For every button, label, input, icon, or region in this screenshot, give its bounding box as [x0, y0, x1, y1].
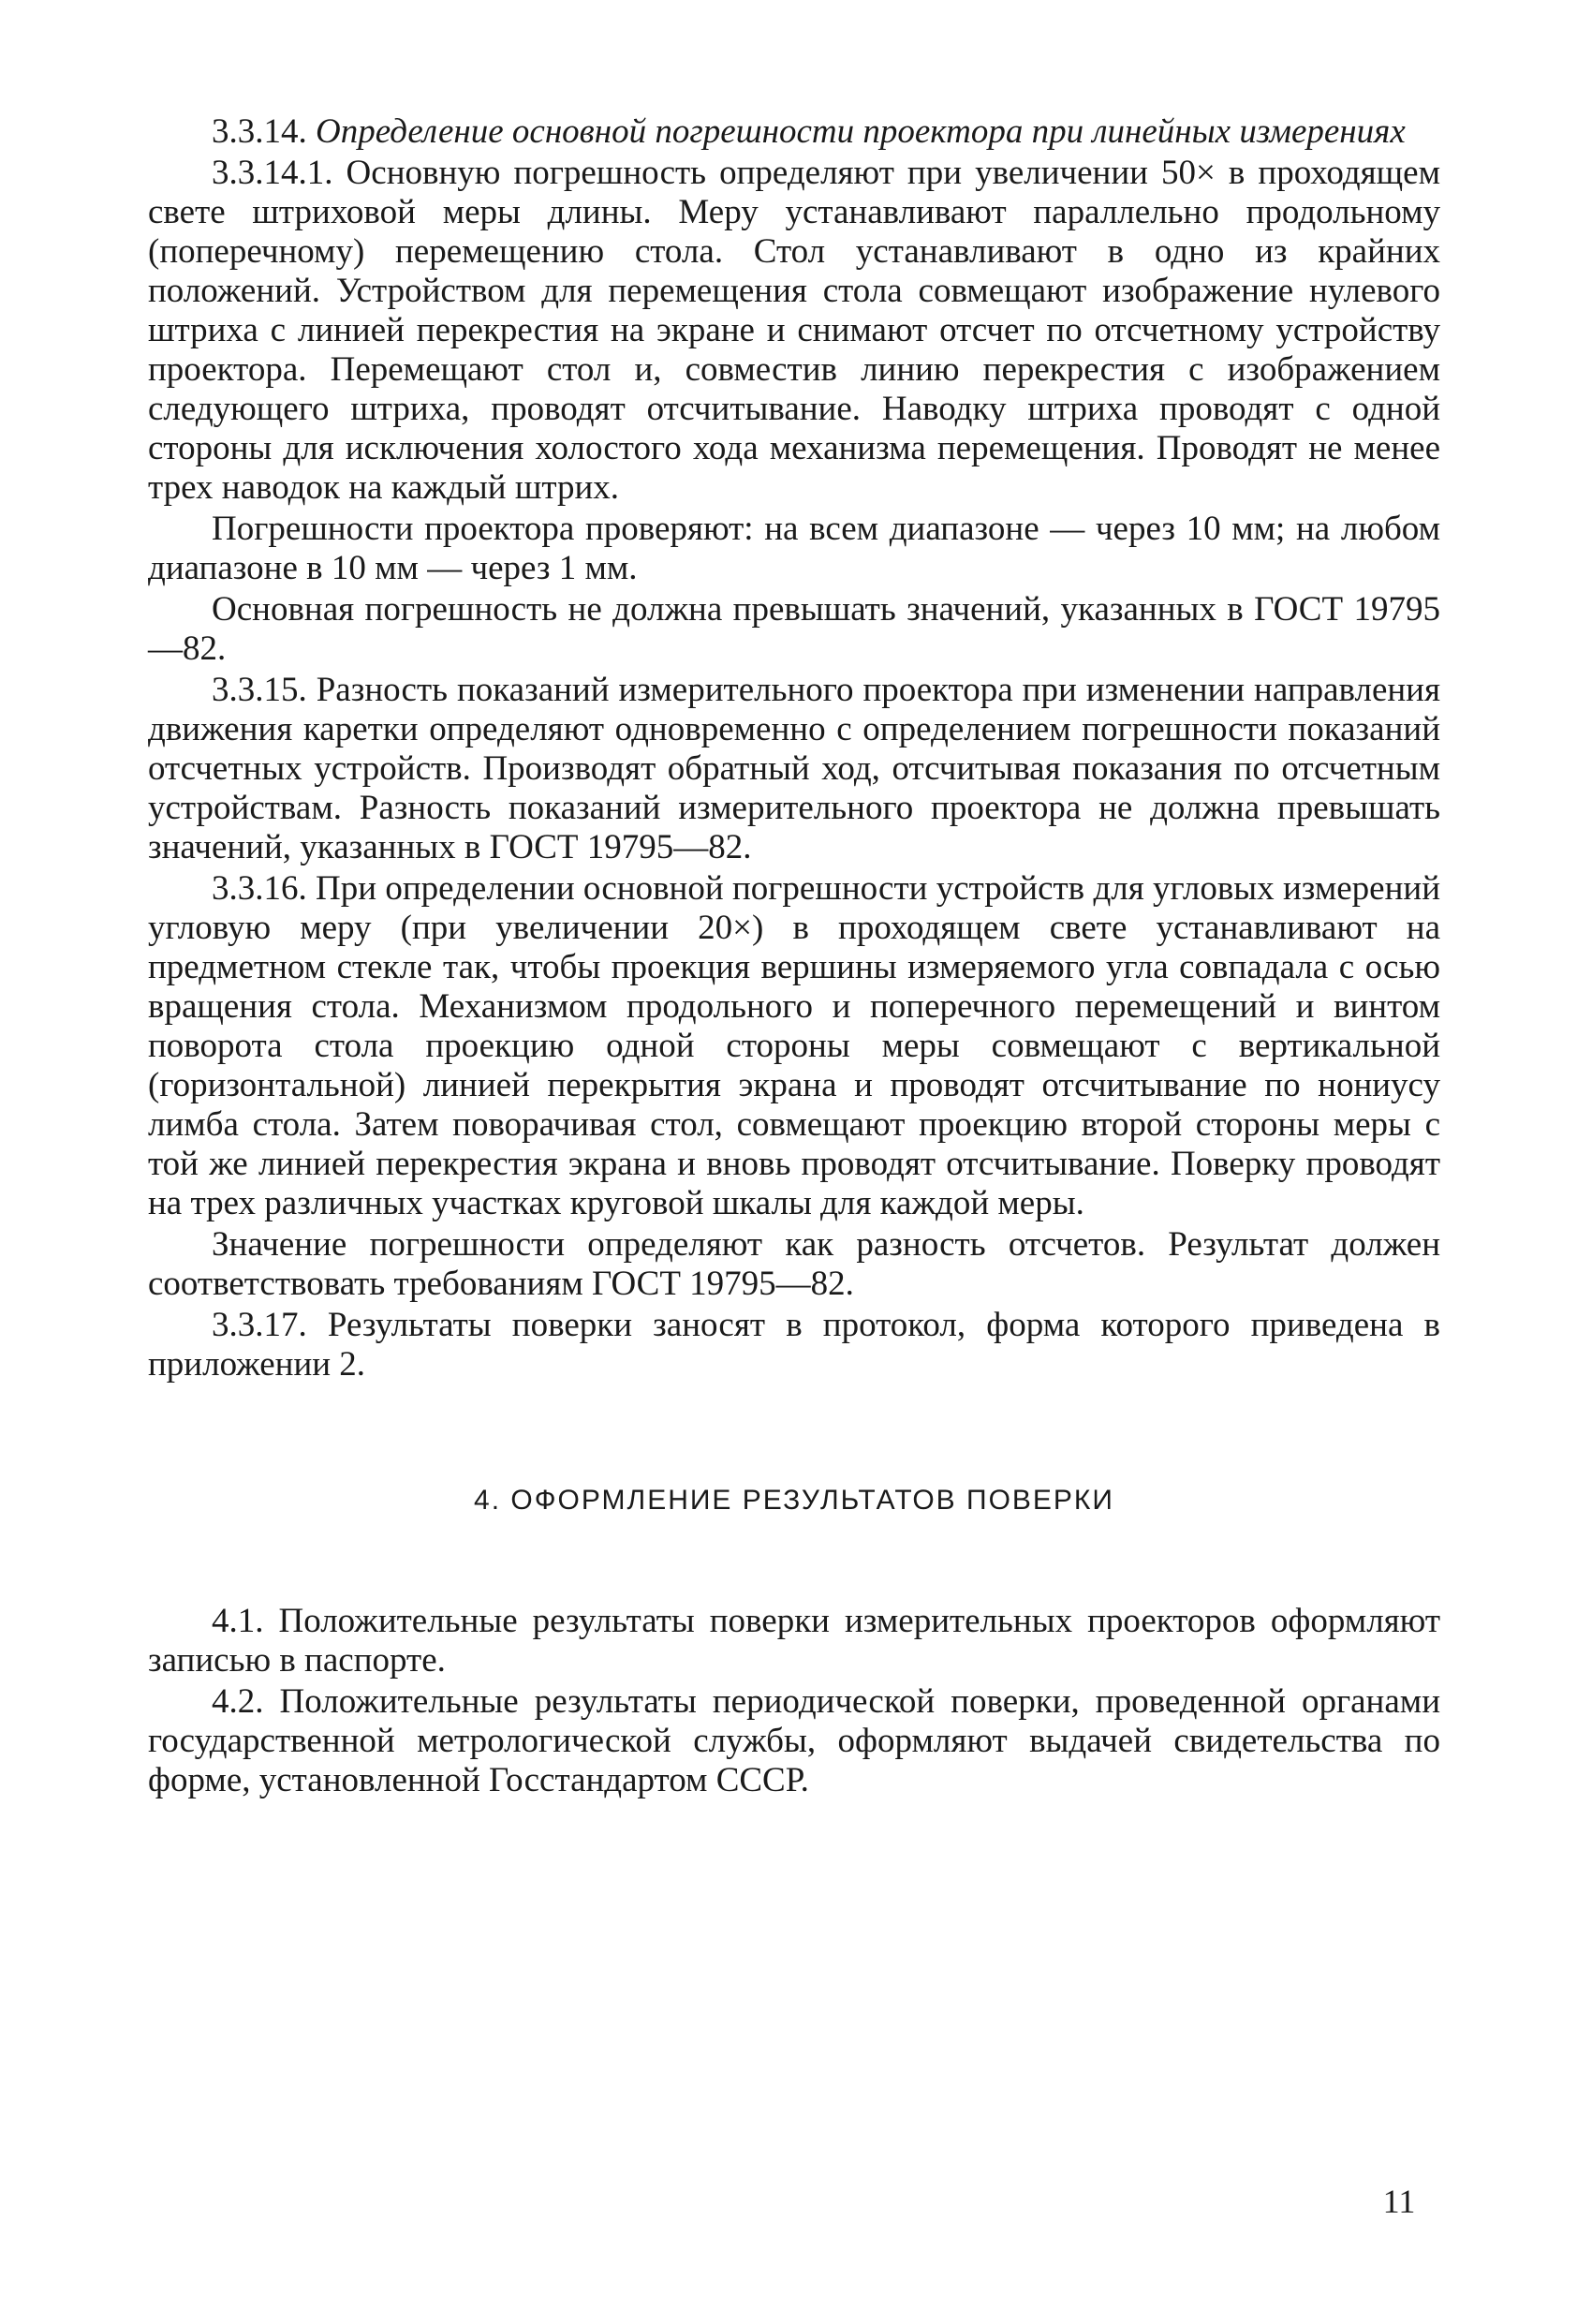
paragraph-3-3-17: 3.3.17. Результаты поверки заносят в протокол, форма которого приведена в приложении 2. — [148, 1306, 1440, 1384]
paragraph-3-3-15: 3.3.15. Разность показаний измерительного проектора при изменении направления движения каретки определяют одновременно с определением погрешности показаний отсчетных устройств. Производят обратный ход, отсчитывая показания по отсчетным устройствам. Разность показаний измерительного проектора не должна превышать значений, указанных в ГОСТ 19795—82. — [148, 671, 1440, 866]
paragraph-error-check-ranges: Погрешности проектора проверяют: на всем диапазоне — через 10 мм; на любом диапазоне в 10 мм — через 1 мм. — [148, 510, 1440, 587]
paragraph-4-1: 4.1. Положительные результаты поверки измерительных проекторов оформляют записью в паспорте. — [148, 1602, 1440, 1680]
paragraph-error-value: Значение погрешности определяют как разность отсчетов. Результат должен соответствовать требованиям ГОСТ 19795—82. — [148, 1225, 1440, 1303]
section-title: Определение основной погрешности проектора при линейных измерениях — [316, 112, 1406, 151]
section-3-3-14-heading — [148, 112, 1440, 152]
paragraph-3-3-16: 3.3.16. При определении основной погрешности устройств для угловых измерений угловую меру (при увеличении 20×) в проходящем свете устанавливают на предметном стекле так, чтобы проекция вершины измеряемого угла совпадала с осью вращения стола. Механизмом продольного и поперечного перемещений и винтом поворота стола проекцию одной стороны меры совмещают с вертикальной (горизонтальной) линией перекрытия экрана и проводят отсчитывание по нониусу лимба стола. Затем поворачивая стол, совмещают проекцию второй стороны меры с той же линией перекрестия экрана и вновь проводят отсчитывание. Поверку проводят на трех различных участках круговой шкалы для каждой меры. — [148, 869, 1440, 1222]
paragraph-3-3-14-1: 3.3.14.1. Основную погрешность определяют при увеличении 50× в проходящем свете штриховой меры длины. Меру устанавливают параллельно продольному (поперечному) перемещению стола. Стол устанавливают в одно из крайних положений. Устройством для перемещения стола совмещают изображение нулевого штриха с линией перекрестия на экране и снимают отсчет по отсчетному устройству проектора. Перемещают стол и, совместив линию перекрестия с изображением следующего штриха, проводят отсчитывание. Наводку штриха проводят с одной стороны для исключения холостого хода механизма перемещения. Проводят не менее трех наводок на каждый штрих. — [148, 154, 1440, 507]
text-column — [148, 112, 1440, 1802]
page-number: 11 — [1382, 2183, 1416, 2220]
section-4-heading: 4. ОФОРМЛЕНИЕ РЕЗУЛЬТАТОВ ПОВЕРКИ — [474, 1485, 1114, 1516]
section-number: 3.3.14. — [212, 112, 307, 151]
paragraph-4-2: 4.2. Положительные результаты периодической поверки, проведенной органами государственной метрологической службы, оформляют выдачей свидетельства по форме, установленной Госстандартом СССР. — [148, 1682, 1440, 1799]
paragraph-error-limit: Основная погрешность не должна превышать значений, указанных в ГОСТ 19795—82. — [148, 590, 1440, 668]
